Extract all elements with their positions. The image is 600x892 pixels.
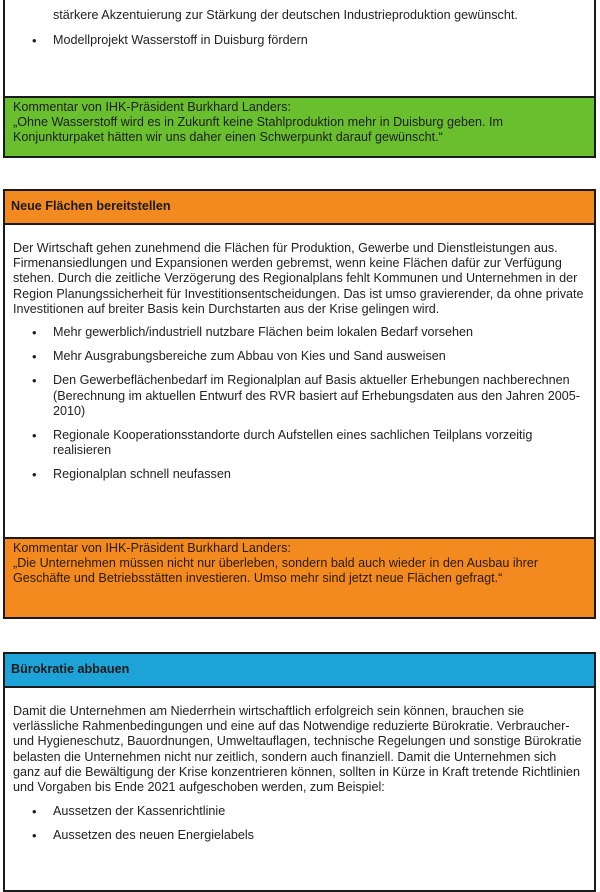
- list-item: • Aussetzen des neuen Energielabels: [5, 828, 594, 843]
- section-title: [5, 654, 594, 688]
- bullet-list: [5, 804, 594, 843]
- section-paragraph: Der Wirtschaft gehen zunehmend die Flächen für Produktion, Gewerbe und Dienstleistungen aus. Firmenansiedlungen und Expansionen werden gebremst, wenn keine Flächen dafür zur Verfügung stehen. Durch die zeitliche Verzögerung des Regionalplans fehlt Kommunen und Unternehmen in der Region Planungssicherheit für Investitionsentscheidungen. Das ist umso gravierender, da ohne private Investitionen auf breiter Basis kein Durchstarten aus der Krise gelingen wird.: [13, 241, 584, 316]
- bullet-list: [5, 325, 594, 483]
- section-buerokratie: [3, 652, 596, 892]
- comment-text: „Die Unternehmen müssen nicht nur überleben, sondern bald auch wieder in den Ausbau ihrer Geschäfte und Betriebsstätten investieren. Umso mehr sind jetzt neue Flächen gefragt.“: [13, 556, 539, 586]
- list-item: • Regionale Kooperationsstandorte durch Aufstellen eines sachlichen Teilplans vorzeitig realisieren: [5, 428, 594, 458]
- section-paragraph: Damit die Unternehmen am Niederrhein wirtschaftlich erfolgreich sein können, brauchen sie verlässliche Rahmenbedingungen und eine auf das Notwendige reduzierte Bürokratie. Verbraucher- und Hygieneschutz, Bauordnungen, Umweltauflagen, technische Regelungen und sonstige Bürokratie belasten die Unternehmen nicht nur zeitlich, sondern auch finanziell. Damit die Unternehmen sich ganz auf die Bewältigung der Krise konzentrieren können, sollten in Kürze in Kraft tretende Richtlinien und Vorgaben bis Ende 2021 aufgeschoben werden, zum Beispiel:: [13, 704, 582, 795]
- comment-box: [5, 537, 594, 617]
- comment-box: [5, 96, 594, 156]
- section-title: [5, 191, 594, 225]
- list-item: • Modellprojekt Wasserstoff in Duisburg fördern: [5, 33, 594, 48]
- list-item: • Mehr gewerblich/industriell nutzbare Flächen beim lokalen Bedarf vorsehen: [5, 325, 594, 340]
- comment-title: Kommentar von IHK-Präsident Burkhard Landers:: [13, 541, 291, 555]
- continued-text: stärkere Akzentuierung zur Stärkung der deutschen Industrieproduktion gewünscht.: [53, 8, 518, 22]
- comment-title: Kommentar von IHK-Präsident Burkhard Landers:: [13, 100, 291, 114]
- section-hydrogen: [3, 0, 596, 158]
- list-item: • Regionalplan schnell neufassen: [5, 467, 594, 482]
- list-item: • Den Gewerbeflächenbedarf im Regionalplan auf Basis aktueller Erhebungen nachberechnen (Berechnung im aktuellen Entwurf des RVR basiert auf Erhebungsdaten aus den Jahren 2005-2010): [5, 373, 594, 419]
- section-neue-flaechen: [3, 189, 596, 619]
- bullet-list: [5, 33, 594, 48]
- section-title-text: Bürokratie abbauen: [11, 662, 130, 677]
- section-title-text: Neue Flächen bereitstellen: [11, 199, 171, 214]
- list-item: • Mehr Ausgrabungsbereiche zum Abbau von Kies und Sand ausweisen: [5, 349, 594, 364]
- list-item: • Aussetzen der Kassenrichtlinie: [5, 804, 594, 819]
- comment-text: „Ohne Wasserstoff wird es in Zukunft keine Stahlproduktion mehr in Duisburg geben. Im Konjunkturpaket hätten wir uns daher einen Schwerpunkt darauf gewünscht.“: [13, 115, 503, 145]
